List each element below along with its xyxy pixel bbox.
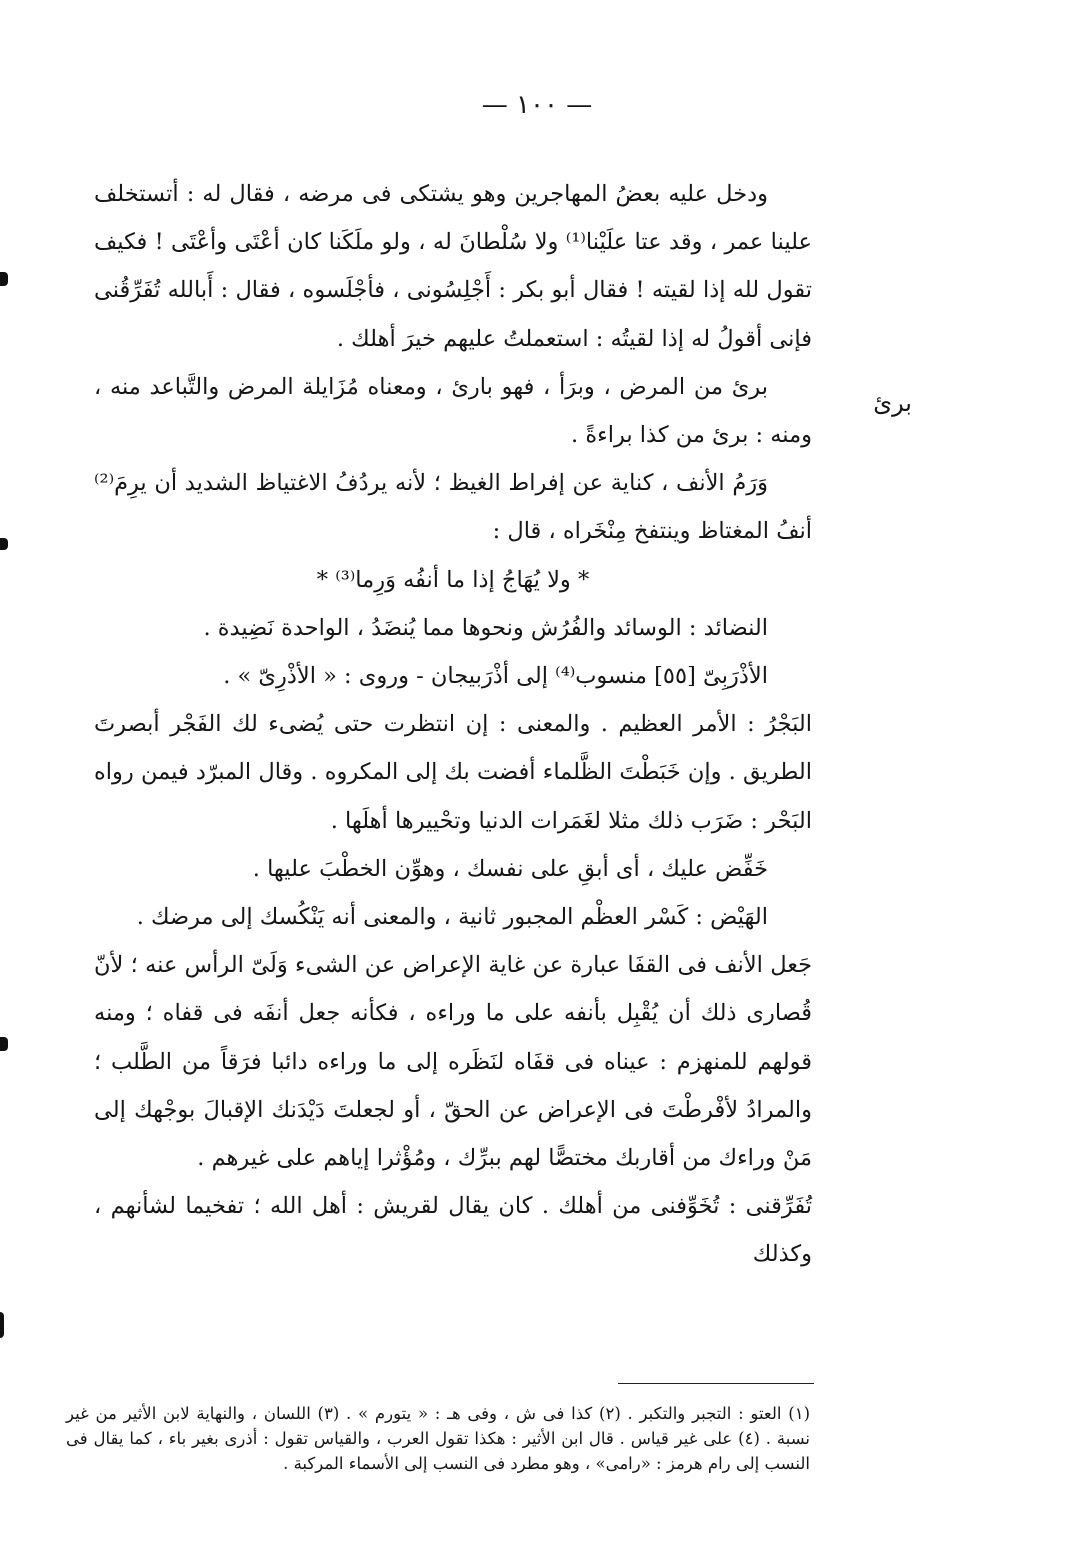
paragraph: تُفَرِّقنى : تُخَوِّفنى من أهلك . كان يقال لقريش : أهل الله ؛ تفخيما لشأنهم ، وكذلك <box>94 1193 812 1268</box>
margin-headword: برئ <box>873 389 912 417</box>
paragraph: النضائد : الوسائد والفُرُش ونحوها مما يُنضَدُ ، الواحدة نَضِيدة . <box>203 614 768 641</box>
paragraph: برئ من المرض ، وبرَأ ، فهو بارئ ، ومعناه مُزَايلة المرض والتَّباعد منه ، ومنه : برئ من كذا براءةً . <box>94 373 812 449</box>
verse-line: * ولا يُهَاجُ إذا ما أنفُه وَرِما⁽³⁾ * <box>316 566 590 593</box>
paragraph: خَفِّض عليك ، أى أبقِ على نفسك ، وهوِّن الخطْبَ عليها . <box>252 855 768 882</box>
paragraph: البَجْرُ : الأمر العظيم . والمعنى : إن انتظرت حتى يُضىء لك الفَجْر أبصرتَ الطريق . وإن خَبَطْتَ الظَّلماء أفضت بك إلى المكروه . وقال المبرّد فيمن رواه البَحْر : ضَرَب ذلك مثلا لغَمَرات الدنيا وتحْييرها أهلَها . <box>94 711 812 834</box>
footnotes <box>66 1401 810 1476</box>
paragraph: ودخل عليه بعضُ المهاجرين وهو يشتكى فى مرضه ، فقال له : أتستخلف علينا عمر ، وقد عتا علَيْنا⁽¹⁾ ولا سُلْطانَ له ، ولو ملَكَنا كان أعْتَى وأعْتَى ! فكيف تقول لله إذا لقيته ! فقال أبو بكر : أَجْلِسُونى ، فأجْلَسوه ، فقال : أَبالله تُفَرِّقُنى فإنى أقولُ له إذا لقيتُه : استعملتُ عليهم خيرَ أهلك . <box>94 181 812 352</box>
footnote-rule <box>618 1383 814 1384</box>
binding-edge-mark <box>0 538 8 550</box>
paragraph: جَعل الأنف فى القفَا عبارة عن غاية الإعراض عن الشىء وَلَىّ الرأس عنه ؛ لأنّ قُصارى ذلك أن يُقْبِل بأنفه على ما وراءه ، فكأنه جعل أنفَه فى قفاه ؛ ومنه قولهم للمنهزم : عيناه فى قفَاه لنَظَره إلى ما وراءه دائبا فرَقاً من الطَّلب ؛ والمرادُ لأفْرطْتَ فى الإعراض عن الحقّ ، أو لجعلتَ دَيْدَنك الإقبالَ بوجْهك إلى مَنْ وراءك من أقاربك مختصًّا لهم ببرِّك ، ومُؤْثرا إياهم على غيرهم . <box>94 952 812 1172</box>
paragraph: الهَيْض : كَسْر العظْم المجبور ثانية ، والمعنى أنه يَنْكُسك إلى مرضك . <box>136 904 768 931</box>
main-text <box>94 170 812 1279</box>
binding-edge-mark <box>0 272 8 286</box>
binding-edge-mark <box>0 1312 4 1338</box>
binding-edge-mark <box>0 1037 8 1051</box>
page-number: — ١٠٠ — <box>481 90 593 120</box>
footnote-text: (١) العتو : التجبر والتكبر . (٢) كذا فى ش ، وفى هـ : « يتورم » . (٣) اللسان ، والنهاية لابن الأثير من غير نسبة . (٤) على غير قياس . قال ابن الأثير : هكذا تقول العرب ، والقياس تقول : أذرى بغير باء ، كما يقال فى النسب إلى رام هرمز : «رامى» ، وهو مطرد فى النسب إلى الأسماء المركبة . <box>66 1404 811 1473</box>
paragraph: الأذْرَبِىّ [٥٥] منسوب⁽⁴⁾ إلى أذْرَبيجان - وروى : « الأذْرِىّ » . <box>223 663 768 690</box>
paragraph: وَرَمُ الأنف ، كناية عن إفراط الغيظ ؛ لأنه يردُفُ الاغتياظ الشديد أن يرِمَ⁽²⁾ أنفُ المغتاظ وينتفخ مِنْخَراه ، قال : <box>94 470 812 545</box>
